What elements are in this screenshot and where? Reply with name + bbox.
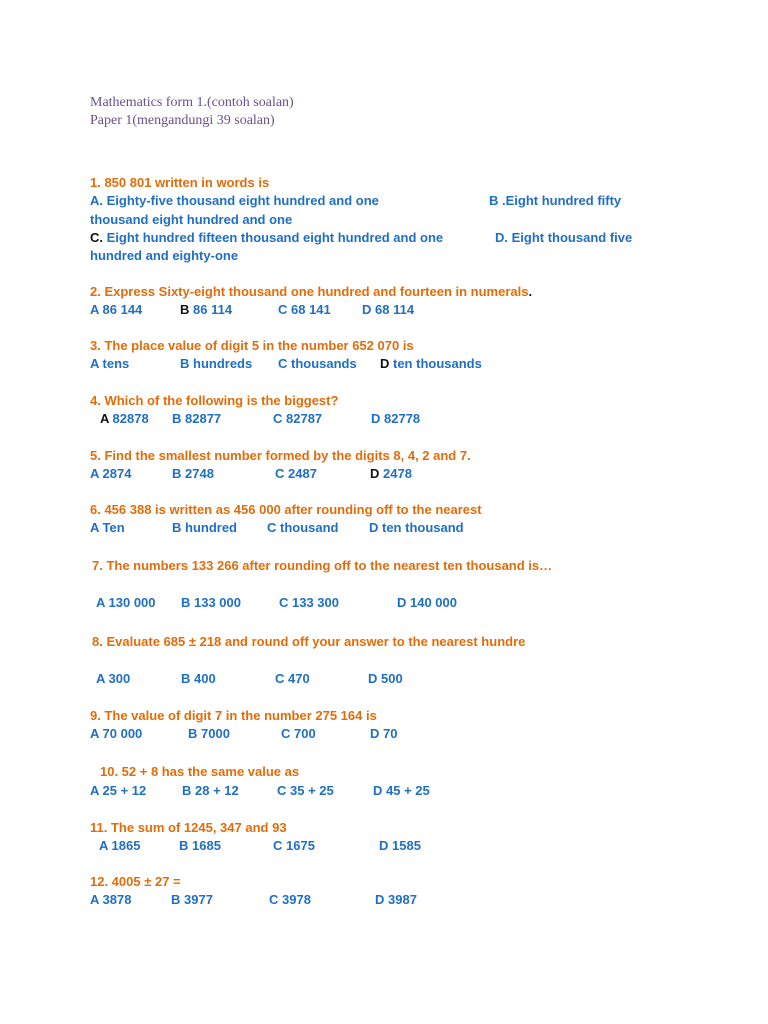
- question-5-stem: 5. Find the smallest number formed by the digits 8, 4, 2 and 7.: [90, 448, 471, 463]
- question-1-stem: 1. 850 801 written in words is: [90, 175, 270, 190]
- question-8-stem: 8. Evaluate 685 ± 218 and round off your answer to the nearest hundre: [92, 634, 526, 649]
- question-5-option-a: A 2874: [90, 466, 132, 482]
- question-3-option-d-letter: D: [380, 356, 390, 372]
- question-6-option-c: C thousand: [267, 520, 339, 536]
- question-8-option-a: A 300: [96, 671, 131, 687]
- question-10-option-a: A 25 + 12: [90, 783, 147, 799]
- question-7-option-b: B 133 000: [181, 595, 241, 611]
- question-11-option-c: C 1675: [273, 838, 315, 854]
- question-9-option-b: B 7000: [188, 726, 230, 742]
- question-12-stem: 12. 4005 ± 27 =: [90, 874, 181, 889]
- question-6-option-a: A Ten: [90, 520, 125, 536]
- question-7-option-a: A 130 000: [96, 595, 156, 611]
- question-5-option-d-letter: D: [370, 466, 380, 482]
- question-1-option-b-continued: thousand eight hundred and one: [90, 211, 293, 227]
- question-8-option-b: B 400: [181, 671, 216, 687]
- question-1-option-c: Eight hundred fifteen thousand eight hundred and one: [103, 229, 444, 245]
- question-6-option-d: D ten thousand: [369, 520, 464, 536]
- question-1-option-c-letter: C.: [90, 229, 103, 245]
- question-12-option-b: B 3977: [171, 892, 213, 908]
- question-8-option-d: D 500: [368, 671, 403, 687]
- question-3-option-d: [380, 355, 482, 373]
- question-12-option-c: C 3978: [269, 892, 311, 908]
- question-10-option-c: C 35 + 25: [277, 783, 334, 799]
- question-7-stem: 7. The numbers 133 266 after rounding off to the nearest ten thousand is…: [92, 558, 553, 573]
- question-3: [90, 337, 670, 372]
- question-8: [90, 633, 670, 687]
- question-5-option-b: B 2748: [172, 466, 214, 482]
- question-1-option-b: B .Eight hundred fifty: [489, 193, 622, 209]
- question-11-option-b: B 1685: [179, 838, 221, 854]
- question-4-option-c: C 82787: [273, 411, 323, 427]
- question-11-stem: 11. The sum of 1245, 347 and 93: [90, 820, 287, 835]
- question-7-option-d: D 140 000: [397, 595, 457, 611]
- question-1: [90, 174, 670, 265]
- question-1-option-a: A. Eighty-five thousand eight hundred and one: [90, 193, 379, 209]
- question-2-stem: 2. Express Sixty-eight thousand one hundred and fourteen in numerals: [90, 284, 529, 299]
- question-3-option-a: A tens: [90, 356, 130, 372]
- question-11-option-d: D 1585: [379, 838, 421, 854]
- question-2-option-d: D 68 114: [362, 302, 415, 318]
- question-5-option-d: [370, 465, 412, 483]
- question-3-stem: 3. The place value of digit 5 in the number 652 070 is: [90, 338, 414, 353]
- question-10-option-b: B 28 + 12: [182, 783, 239, 799]
- question-2-option-b-text: 86 114: [189, 302, 233, 318]
- header-subtitle: Paper 1(mengandungi 39 soalan): [90, 113, 275, 128]
- question-4: [90, 392, 670, 427]
- question-9-stem: 9. The value of digit 7 in the number 275 164 is: [90, 708, 377, 723]
- question-9-option-d: D 70: [370, 726, 398, 742]
- question-6-stem: 6. 456 388 is written as 456 000 after rounding off to the nearest: [90, 502, 482, 517]
- question-9-option-a: A 70 000: [90, 726, 143, 742]
- question-2-stem-row: [90, 283, 670, 301]
- question-8-option-c: C 470: [275, 671, 310, 687]
- question-9: [90, 707, 670, 742]
- header-title: Mathematics form 1.(contoh soalan): [90, 95, 294, 110]
- question-4-stem: 4. Which of the following is the biggest?: [90, 393, 339, 408]
- question-1-option-d-continued: hundred and eighty-one: [90, 248, 239, 264]
- question-10: [90, 763, 670, 799]
- question-12: [90, 873, 670, 908]
- question-3-option-b: B hundreds: [180, 356, 253, 372]
- question-11: [90, 819, 670, 854]
- question-1-option-a-row: [90, 192, 670, 210]
- question-4-option-b: B 82877: [172, 411, 222, 427]
- question-5-option-c: C 2487: [275, 466, 317, 482]
- question-2-stem-period: .: [528, 284, 533, 299]
- question-5: [90, 447, 670, 482]
- question-7: [90, 557, 670, 611]
- question-2-option-b-letter: B: [180, 302, 190, 318]
- question-6-option-b: B hundred: [172, 520, 237, 536]
- question-1-option-c-row: [90, 229, 670, 247]
- document-header: [90, 94, 294, 130]
- question-6: [90, 501, 670, 536]
- question-10-option-d: D 45 + 25: [373, 783, 430, 799]
- question-2-option-a: A 86 144: [90, 302, 143, 318]
- question-4-option-a-text: 82878: [108, 411, 149, 427]
- question-5-option-d-text: 2478: [379, 466, 412, 482]
- question-1-option-d: D. Eight thousand five: [495, 229, 633, 245]
- question-4-option-a-letter: A: [100, 411, 109, 427]
- question-10-stem: 10. 52 + 8 has the same value as: [100, 764, 300, 779]
- question-12-option-a: A 3878: [90, 892, 132, 908]
- question-4-option-a: [100, 410, 149, 428]
- question-11-option-a: A 1865: [99, 838, 141, 854]
- question-2-option-b: [180, 301, 232, 319]
- question-3-option-c: C thousands: [278, 356, 357, 372]
- question-4-option-d: D 82778: [371, 411, 421, 427]
- question-7-option-c: C 133 300: [279, 595, 339, 611]
- question-2-option-c: C 68 141: [278, 302, 331, 318]
- question-12-option-d: D 3987: [375, 892, 417, 908]
- question-2: [90, 283, 670, 318]
- question-3-option-d-text: ten thousands: [389, 356, 482, 372]
- question-9-option-c: C 700: [281, 726, 316, 742]
